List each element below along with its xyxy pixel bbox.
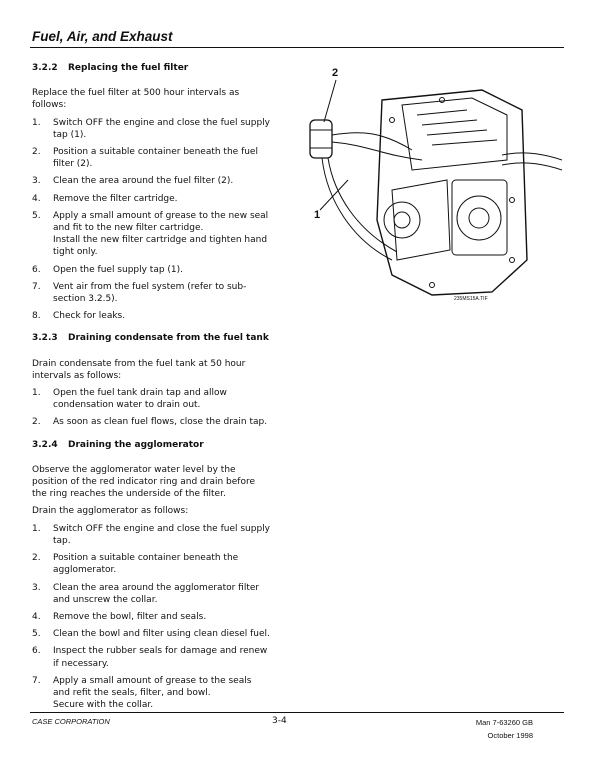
step-item — [32, 210, 270, 259]
section-number: 3.2.2 — [32, 63, 58, 73]
figure-caption: 235MS15A.TIF — [454, 296, 488, 302]
step-text: Vent air from the fuel system (refer to sub-section 3.2.5). — [53, 281, 247, 305]
section-heading — [32, 439, 270, 451]
step-item — [32, 645, 270, 669]
callout-2: 2 — [332, 67, 339, 79]
step-list — [32, 523, 270, 712]
step-item — [32, 675, 270, 712]
step-list — [32, 117, 270, 323]
footer-company: CASE CORPORATION — [32, 717, 110, 726]
step-number: 3. — [32, 582, 41, 593]
section-title: Draining the agglomerator — [68, 439, 204, 450]
step-number: 1. — [32, 388, 41, 399]
step-text: Position a suitable container beneath the fuel filter (2). — [53, 147, 258, 170]
engine-fuel-filter-figure — [282, 60, 562, 310]
step-text: Open the fuel tank drain tap and allow condensation water to drain out. — [53, 388, 227, 411]
section-title: Draining condensate from the fuel tank — [68, 333, 269, 344]
step-number: 7. — [32, 281, 41, 292]
step-text: As soon as clean fuel flows, close the drain tap. — [53, 417, 268, 428]
step-text: Remove the bowl, filter and seals. — [53, 611, 207, 622]
section-intro-paragraph: Drain condensate from the fuel tank at 50 hour intervals as follows: — [32, 358, 246, 381]
step-item — [32, 310, 270, 322]
step-number: 7. — [32, 675, 41, 686]
step-text: Clean the area around the agglomerator filter and unscrew the collar. — [53, 582, 260, 605]
section-heading — [32, 332, 270, 344]
instructions-column — [32, 62, 270, 721]
step-text: Position a suitable container beneath the agglomerator. — [53, 553, 239, 576]
step-number: 2. — [32, 417, 41, 428]
step-text: Clean the area around the fuel filter (2). — [53, 176, 234, 187]
step-item — [32, 193, 270, 205]
step-number: 3. — [32, 176, 41, 187]
step-number: 5. — [32, 629, 41, 640]
section-intro-paragraph: Drain the agglomerator as follows: — [32, 506, 189, 517]
step-text: Remove the filter cartridge. — [53, 193, 178, 204]
step-item — [32, 582, 270, 606]
step-number: 2. — [32, 147, 41, 158]
header-divider — [30, 47, 564, 48]
step-item — [32, 628, 270, 640]
section-number: 3.2.3 — [32, 333, 58, 344]
step-item — [32, 611, 270, 623]
step-number: 4. — [32, 611, 41, 622]
step-text: Check for leaks. — [53, 311, 126, 322]
section-intro-paragraph: Observe the agglomerator water level by the position of the red indicator ring and drain before the ring reaches the underside of the filter. — [32, 464, 255, 500]
step-item — [32, 175, 270, 187]
page-number: 3-4 — [272, 716, 287, 726]
step-item — [32, 387, 270, 411]
step-text: Apply a small amount of grease to the new seal and fit to the new filter cartridge. Install the new filter cartridge and tighten hand tight only. — [53, 210, 269, 258]
step-text: Apply a small amount of grease to the seals and refit the seals, filter, and bowl. Secure with the collar. — [53, 675, 252, 711]
callout-1: 1 — [314, 209, 321, 221]
section-heading — [32, 62, 270, 74]
manual-number: Man 7-63260 GB — [475, 718, 533, 727]
publication-date: October 1998 — [487, 731, 533, 740]
step-item — [32, 264, 270, 276]
section-number: 3.2.4 — [32, 439, 58, 450]
step-item — [32, 117, 270, 141]
section-title: Replacing the fuel filter — [68, 63, 189, 73]
step-item — [32, 416, 270, 428]
step-number: 6. — [32, 264, 41, 275]
engine-illustration — [282, 60, 562, 310]
step-item — [32, 281, 270, 305]
step-text: Open the fuel supply tap (1). — [53, 264, 184, 275]
step-text: Switch OFF the engine and close the fuel supply tap (1). — [53, 117, 270, 140]
step-text: Inspect the rubber seals for damage and renew if necessary. — [53, 646, 268, 669]
page-header-title: Fuel, Air, and Exhaust — [32, 29, 173, 44]
footer-divider — [30, 712, 564, 713]
step-number: 1. — [32, 523, 41, 534]
step-number: 6. — [32, 646, 41, 657]
step-number: 2. — [32, 553, 41, 564]
step-number: 8. — [32, 311, 41, 322]
step-item — [32, 523, 270, 547]
step-item — [32, 552, 270, 576]
step-item — [32, 146, 270, 170]
step-number: 1. — [32, 117, 41, 128]
step-list — [32, 387, 270, 429]
step-number: 5. — [32, 210, 41, 221]
step-number: 4. — [32, 193, 41, 204]
step-text: Clean the bowl and filter using clean diesel fuel. — [53, 629, 270, 640]
section-intro-paragraph: Replace the fuel filter at 500 hour intervals as follows: — [32, 88, 240, 111]
step-text: Switch OFF the engine and close the fuel supply tap. — [53, 523, 270, 546]
